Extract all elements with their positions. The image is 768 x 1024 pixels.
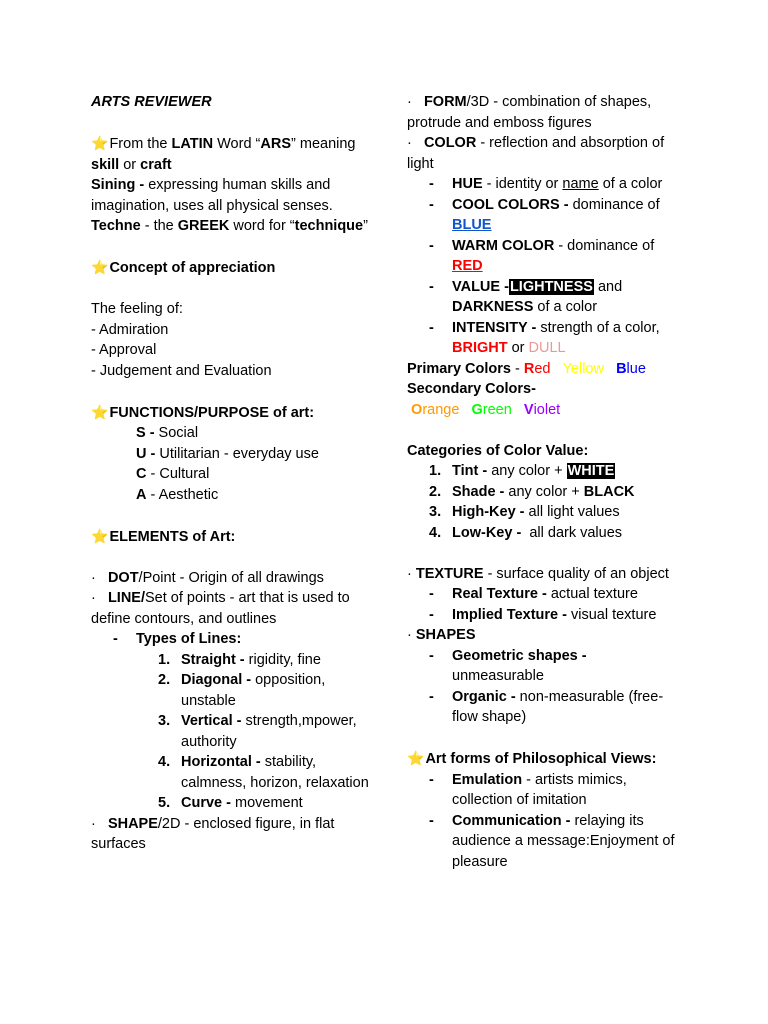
primary-colors: Primary Colors - Red Yellow Blue	[407, 360, 646, 377]
geometric-shapes-item: - Geometric shapes - unmeasurable	[429, 647, 587, 684]
list-item: S - Social	[136, 425, 199, 441]
cool-colors-item: - COOL COLORS - dominance of BLUE	[429, 196, 660, 233]
star-icon: ⭐	[91, 527, 109, 544]
line-item: · LINE/Set of points - art that is used to define contours, and outlines	[91, 590, 350, 627]
real-texture-item: - Real Texture - actual texture	[429, 586, 638, 602]
list-item: C - Cultural	[136, 466, 210, 482]
value-item: - VALUE -LIGHTNESS and DARKNESS of a color	[429, 278, 623, 315]
communication-item: - Communication - relaying its audience a message:Enjoyment of pleasure	[429, 812, 675, 870]
list-item: 5. Curve - movement	[158, 795, 303, 811]
list-item: 4. Low-Key - all dark values	[429, 524, 623, 541]
types-of-lines-heading: - Types of Lines:	[113, 631, 242, 647]
page-title: ARTS REVIEWER	[91, 94, 212, 110]
list-item: 1. Straight - rigidity, fine	[158, 651, 321, 668]
star-icon: ⭐	[91, 403, 109, 420]
color-item: · COLOR - reflection and absorption of light	[407, 135, 665, 172]
list-item: 2. Shade - any color + BLACK	[429, 483, 635, 500]
list-item: 1. Tint - any color + WHITE	[429, 463, 615, 479]
form-item: · FORM/3D - combination of shapes, protrude and emboss figures	[407, 94, 652, 131]
list-item: - Approval	[91, 342, 157, 358]
list-item: 4. Horizontal - stability, calmness, horizon, relaxation	[158, 754, 369, 791]
elements-heading: ⭐ELEMENTS of Art:	[91, 527, 236, 545]
star-icon: ⭐	[91, 259, 109, 275]
implied-texture-item: - Implied Texture - visual texture	[429, 606, 657, 623]
list-item: - Judgement and Evaluation	[91, 362, 272, 379]
appreciation-heading: ⭐Concept of appreciation	[91, 259, 276, 276]
left-column	[91, 92, 371, 855]
philosophical-views-heading: ⭐Art forms of Philosophical Views:	[407, 750, 657, 767]
categories-heading: Categories of Color Value:	[407, 442, 589, 459]
functions-heading: ⭐FUNCTIONS/PURPOSE of art:	[91, 403, 315, 421]
secondary-colors: Secondary Colors- Orange Green Violet	[407, 381, 561, 418]
list-item: 3. High-Key - all light values	[429, 504, 620, 520]
list-item: A - Aesthetic	[136, 486, 219, 503]
appreciation-lead: The feeling of:	[91, 301, 183, 317]
shapes-item: · SHAPES	[407, 627, 476, 643]
list-item: U - Utilitarian - everyday use	[136, 445, 319, 462]
list-item: 3. Vertical - strength,mpower, authority	[158, 713, 357, 750]
right-column	[407, 92, 682, 872]
sining-definition: Sining - expressing human skills and imagination, uses all physical senses.	[91, 177, 333, 214]
warm-color-item: - WARM COLOR - dominance of RED	[429, 237, 655, 274]
intro-paragraph: ⭐From the LATIN Word “ARS” meaning skill or craft	[91, 135, 356, 173]
intensity-item: - INTENSITY - strength of a color, BRIGHT or DULL	[429, 319, 660, 356]
star-icon: ⭐	[407, 750, 425, 766]
list-item: 2. Diagonal - opposition, unstable	[158, 672, 326, 709]
techne-definition: Techne - the GREEK word for “technique”	[91, 218, 368, 234]
texture-item: · TEXTURE - surface quality of an object	[407, 565, 669, 582]
hue-item: - HUE - identity or name of a color	[429, 176, 663, 192]
star-icon: ⭐	[91, 135, 109, 151]
list-item: - Admiration	[91, 321, 169, 338]
shape-item: · SHAPE/2D - enclosed figure, in flat surfaces	[91, 815, 335, 852]
organic-item: - Organic - non-measurable (free-flow shape)	[429, 688, 664, 725]
emulation-item: - Emulation - artists mimics, collection of imitation	[429, 771, 627, 808]
dot-item: · DOT/Point - Origin of all drawings	[91, 569, 324, 586]
